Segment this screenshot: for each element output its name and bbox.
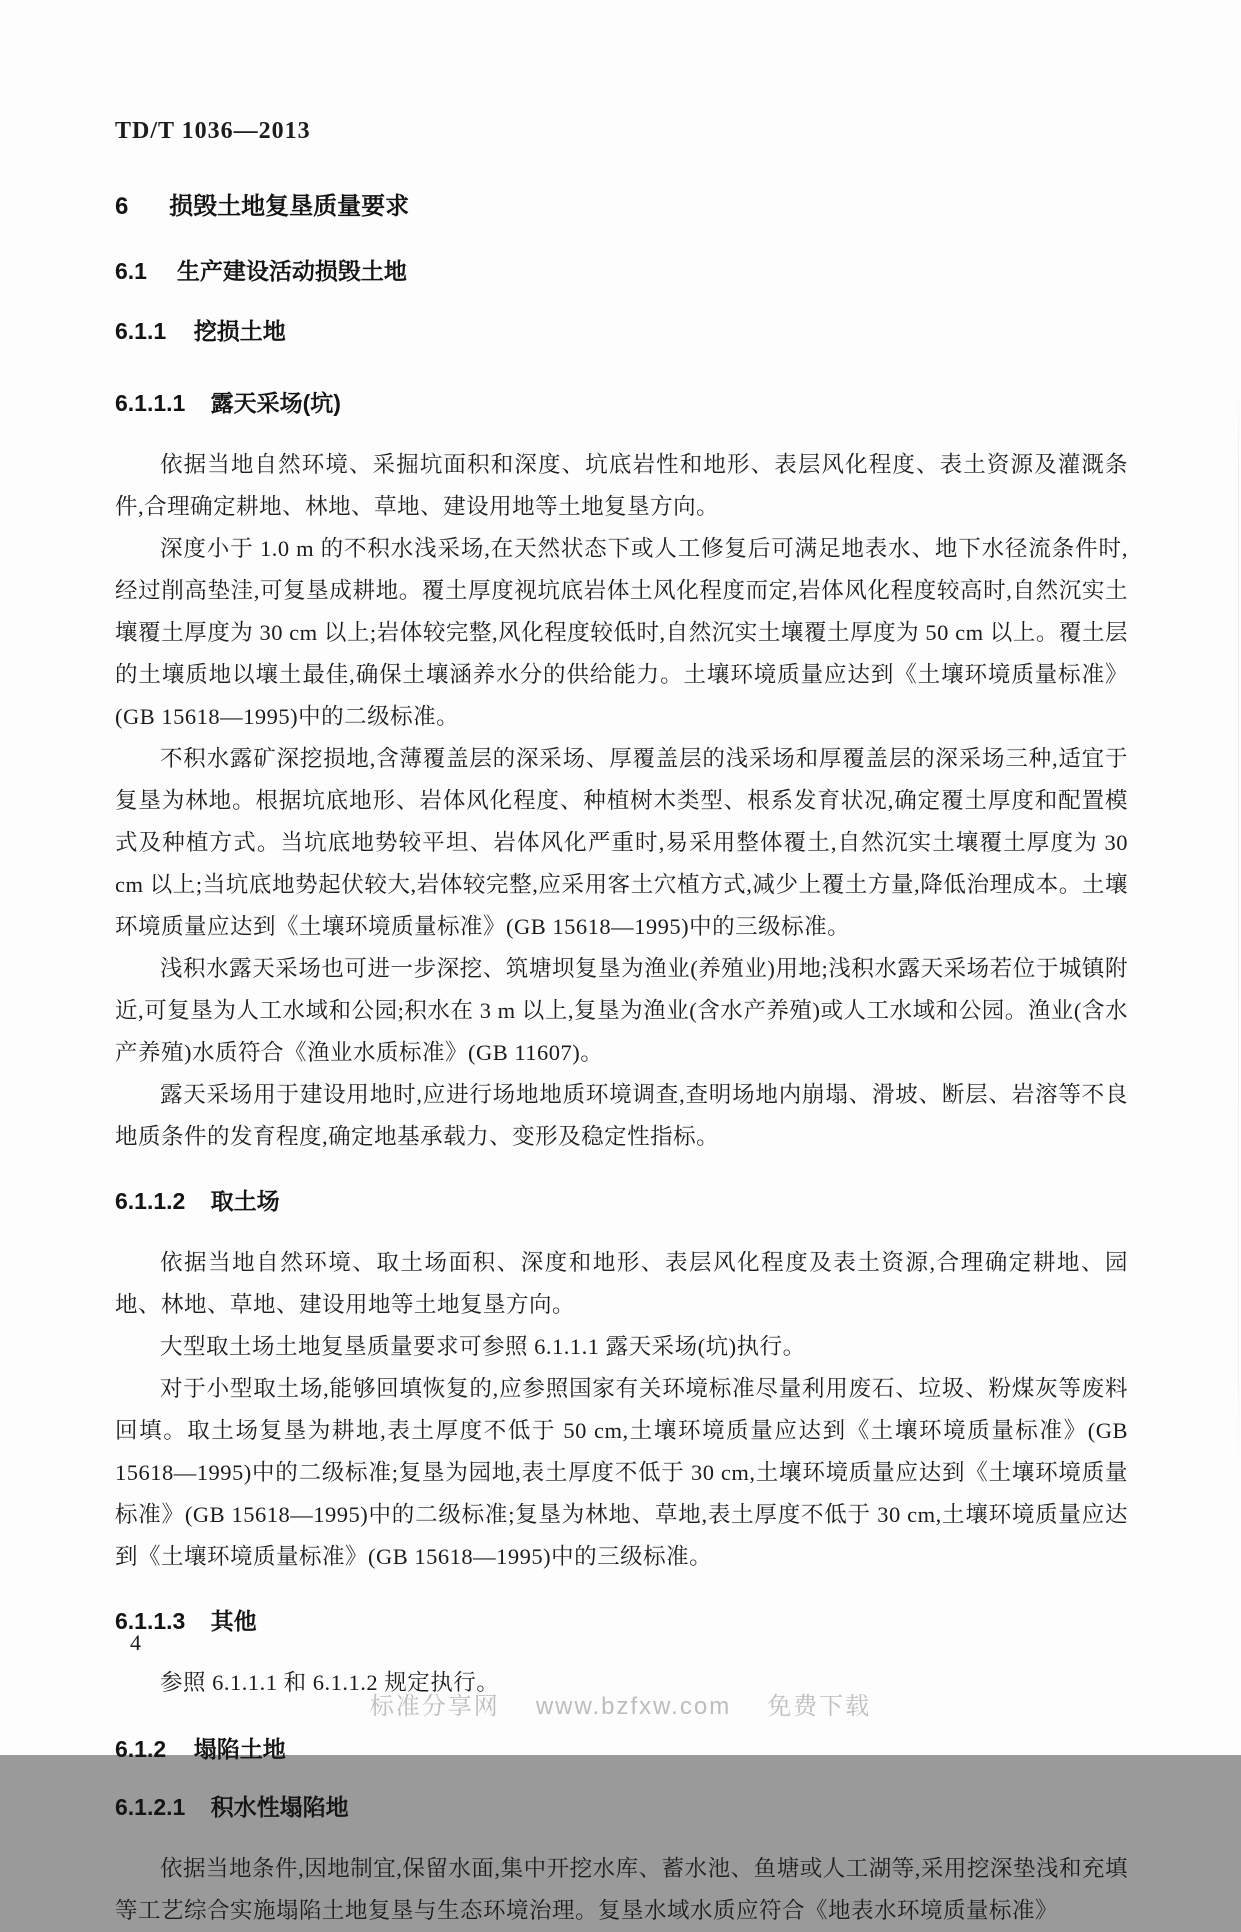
- scan-edge-artifact: [1238, 380, 1239, 1480]
- paragraph-shallow-pit-farmland: 深度小于 1.0 m 的不积水浅采场,在天然状态下或人工修复后可满足地表水、地下水径流条件时,经过削高垫洼,可复垦成耕地。覆土厚度视坑底岩体土风化程度而定,岩体风化程度较高时,自然沉实土壤覆土厚度为 30 cm 以上;岩体较完整,风化程度较低时,自然沉实土壤覆土厚度为 50 cm 以上。覆土层的土壤质地以壤土最佳,确保土壤涵养水分的供给能力。土壤环境质量应达到《土壤环境质量标准》(GB 15618—1995)中的二级标准。: [115, 536, 1128, 729]
- paragraph-deep-pit-forestland: 不积水露矿深挖损地,含薄覆盖层的深采场、厚覆盖层的浅采场和厚覆盖层的深采场三种,适宜于复垦为林地。根据坑底地形、岩体风化程度、种植树木类型、根系发育状况,确定覆土厚度和配置模式及种植方式。当坑底地势较平坦、岩体风化严重时,易采用整体覆土,自然沉实土壤覆土厚度为 30 cm 以上;当坑底地势起伏较大,岩体较完整,应采用客土穴植方式,减少上覆土方量,降低治理成本。土壤环境质量应达到《土壤环境质量标准》(GB 15618—1995)中的三级标准。: [115, 746, 1128, 939]
- watermark-site-url: www.bzfxw.com: [535, 1693, 732, 1720]
- paragraph-large-borrow-pit: 大型取土场土地复垦质量要求可参照 6.1.1.1 露天采场(坑)执行。: [160, 1334, 806, 1359]
- standard-number: TD/T 1036—2013: [115, 118, 311, 144]
- section-heading-6-1-1: [115, 318, 1128, 344]
- section-heading-6-1-2-1: [115, 1794, 1128, 1820]
- section-number: 6.1: [115, 258, 147, 284]
- section-title: 取土场: [210, 1188, 280, 1214]
- section-heading-6-1-1-3: [115, 1608, 1128, 1634]
- section-title: 生产建设活动损毁土地: [176, 258, 407, 284]
- paragraph-subsidence-water-area: 依据当地条件,因地制宜,保留水面,集中开挖水库、蓄水池、鱼塘或人工湖等,采用挖深垫浅和充填等工艺综合实施塌陷土地复垦与生态环境治理。复垦水域水质应符合《地表水环境质量标准》: [115, 1856, 1128, 1923]
- section-title: 挖损土地: [193, 318, 286, 344]
- section-heading-6-1: [115, 258, 1128, 284]
- section-number: 6.1.1.1: [115, 390, 186, 416]
- watermark: [0, 1686, 1241, 1721]
- section-number: 6.1.1.2: [115, 1188, 186, 1214]
- section-heading-6-1-1-2: [115, 1188, 1128, 1214]
- paragraph-borrow-pit-direction: 依据当地自然环境、取土场面积、深度和地形、表层风化程度及表土资源,合理确定耕地、园地、林地、草地、建设用地等土地复垦方向。: [115, 1250, 1128, 1317]
- section-heading-6: [115, 194, 1128, 220]
- watermark-note: 免费下载: [767, 1693, 872, 1720]
- page-number: 4: [130, 1630, 141, 1655]
- paragraph-reclamation-direction: 依据当地自然环境、采掘坑面积和深度、坑底岩性和地形、表层风化程度、表土资源及灌溉条件,合理确定耕地、林地、草地、建设用地等土地复垦方向。: [115, 452, 1128, 519]
- section-number: 6.1.2: [115, 1736, 167, 1762]
- section-heading-6-1-2: [115, 1736, 1128, 1762]
- paragraph-water-pit-fishery: 浅积水露天采场也可进一步深挖、筑塘坝复垦为渔业(养殖业)用地;浅积水露天采场若位于城镇附近,可复垦为人工水域和公园;积水在 3 m 以上,复垦为渔业(含水产养殖)或人工水域和公园。渔业(含水产养殖)水质符合《渔业水质标准》(GB 11607)。: [115, 956, 1128, 1065]
- paragraph-construction-land-survey: 露天采场用于建设用地时,应进行场地地质环境调查,查明场地内崩塌、滑坡、断层、岩溶等不良地质条件的发育程度,确定地基承载力、变形及稳定性指标。: [115, 1082, 1128, 1149]
- section-title: 塌陷土地: [193, 1736, 286, 1762]
- section-title: 积水性塌陷地: [210, 1794, 349, 1820]
- paragraph-small-borrow-pit: 对于小型取土场,能够回填恢复的,应参照国家有关环境标准尽量利用废石、垃圾、粉煤灰等废料回填。取土场复垦为耕地,表土厚度不低于 50 cm,土壤环境质量应达到《土壤环境质量标准》(GB 15618—1995)中的二级标准;复垦为园地,表土厚度不低于 30 cm,土壤环境质量应达到《土壤环境质量标准》(GB 15618—1995)中的二级标准;复垦为林地、草地,表土厚度不低于 30 cm,土壤环境质量应达到《土壤环境质量标准》(GB 15618—1995)中的三级标准。: [115, 1376, 1128, 1569]
- section-heading-6-1-1-1: [115, 390, 1128, 416]
- paragraph-other-reference: 参照 6.1.1.1 和 6.1.1.2 规定执行。: [160, 1670, 500, 1695]
- section-title: 其他: [210, 1608, 257, 1634]
- section-number: 6: [115, 193, 129, 220]
- section-number: 6.1.1: [115, 318, 167, 344]
- section-number: 6.1.1.3: [115, 1608, 186, 1634]
- watermark-site-name: 标准分享网: [369, 1693, 500, 1720]
- section-title: 损毁土地复垦质量要求: [169, 193, 410, 220]
- section-number: 6.1.2.1: [115, 1794, 186, 1820]
- section-title: 露天采场(坑): [210, 390, 341, 416]
